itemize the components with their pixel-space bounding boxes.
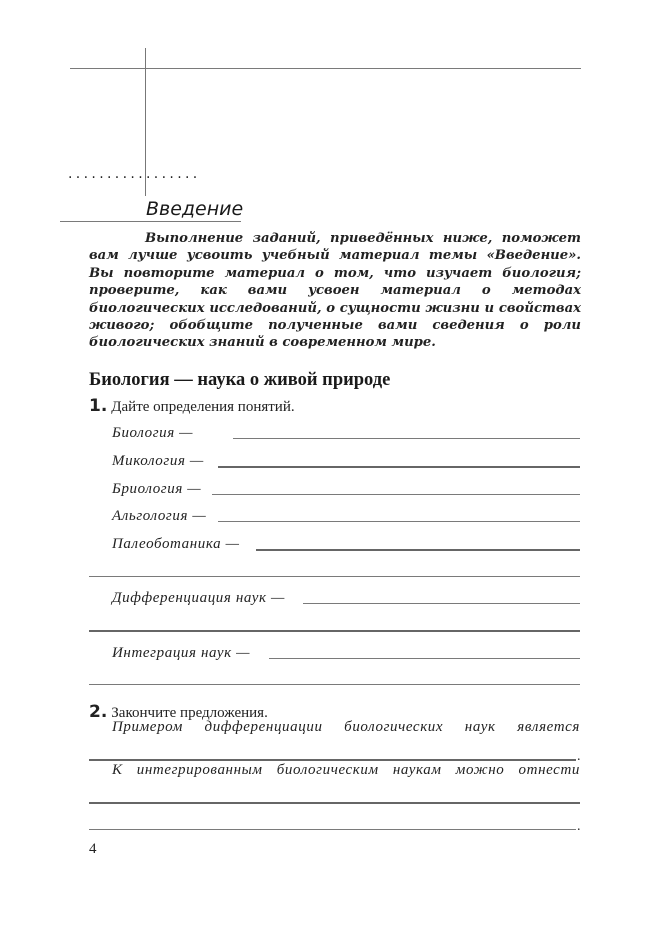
task-1-instruction: Дайте определения понятий. xyxy=(111,399,295,415)
word: наукам xyxy=(392,762,442,778)
word: К xyxy=(112,762,123,778)
answer-line-paleobotany[interactable] xyxy=(256,549,580,551)
word: биологических xyxy=(344,719,444,735)
sentence-2-prompt xyxy=(112,762,580,779)
intro-text: Выполнение заданий, приведённых ниже, поможет вам лучше усвоить учебный материал темы «Введение». Вы повторите материал о том, что изучает биология; проверите, как вами усвоен материал о методах биологических исследований, о сущности жизни и свойствах живого; обобщите полученные вами сведения о роли биологических знаний в современном мире. xyxy=(89,231,581,351)
term-differentiation: Дифференциация наук — xyxy=(112,590,285,606)
word: отнести xyxy=(518,762,580,778)
answer-line-integration[interactable] xyxy=(269,658,580,659)
task-2-instruction: Закончите предложения. xyxy=(111,705,268,721)
intro-paragraph xyxy=(89,230,581,352)
term-algology: Альгология — xyxy=(112,508,207,524)
term-bryology: Бриология — xyxy=(112,481,202,497)
answer-line-mycology[interactable] xyxy=(218,466,580,468)
task-2-number: 2. xyxy=(89,702,108,722)
word: является xyxy=(517,719,580,735)
header-rule-top xyxy=(70,68,581,69)
term-paleobotany: Палеоботаника — xyxy=(112,536,240,552)
header-dotted-rule: ················· xyxy=(68,170,201,186)
word: можно xyxy=(455,762,505,778)
answer-line-bryology[interactable] xyxy=(212,494,580,495)
word: наук xyxy=(464,719,496,735)
topic-heading: Биология — наука о живой природе xyxy=(89,370,391,390)
answer-line-sentence-2b[interactable] xyxy=(89,829,576,830)
word: Примером xyxy=(112,719,183,735)
page-number: 4 xyxy=(89,841,97,857)
task-1-heading xyxy=(89,396,295,416)
sentence-1-period: . xyxy=(577,749,581,764)
word: дифференциации xyxy=(204,719,323,735)
term-integration: Интеграция наук — xyxy=(112,645,251,661)
section-title: Введение xyxy=(146,198,244,220)
answer-line-differentiation-2[interactable] xyxy=(89,630,580,632)
answer-line-sentence-1[interactable] xyxy=(89,759,576,761)
answer-line-integration-2[interactable] xyxy=(89,684,580,685)
term-biology: Биология — xyxy=(112,425,194,441)
answer-line-sentence-2[interactable] xyxy=(89,802,580,804)
term-mycology: Микология — xyxy=(112,453,204,469)
answer-line-paleobotany-2[interactable] xyxy=(89,576,580,577)
answer-line-differentiation[interactable] xyxy=(303,603,580,604)
answer-line-algology[interactable] xyxy=(218,521,580,522)
section-title-underline xyxy=(60,221,241,222)
task-1-number: 1. xyxy=(89,396,108,416)
word: интегрированным xyxy=(136,762,263,778)
sentence-1-prompt xyxy=(112,719,580,736)
answer-line-biology[interactable] xyxy=(233,438,580,439)
word: биологическим xyxy=(276,762,379,778)
sentence-2-period: . xyxy=(577,819,581,834)
